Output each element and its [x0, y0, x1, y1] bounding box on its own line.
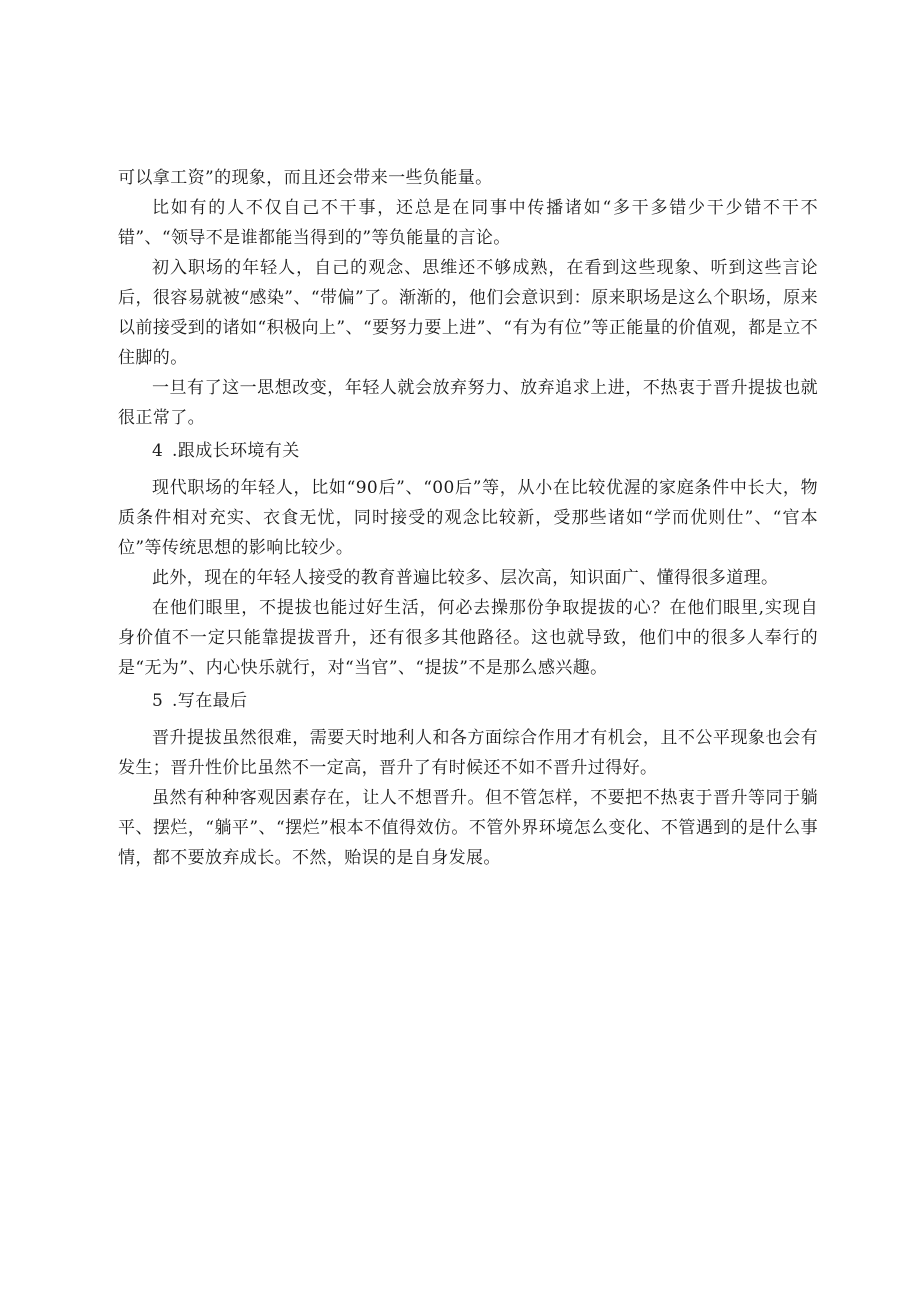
section-title: .写在最后	[172, 691, 248, 711]
paragraph: 现代职场的年轻人，比如“90后”、“00后”等，从小在比较优渥的家庭条件中长大，物质条件相对充实、衣食无忧，同时接受的观念比较新，受那些诸如“学而优则仕”、“官本位”等传统思想的影响比较少。	[118, 478, 818, 558]
section-title: .跟成长环境有关	[172, 441, 300, 461]
paragraph: 晋升提拔虽然很难，需要天时地利人和各方面综合作用才有机会，且不公平现象也会有发生；晋升性价比虽然不一定高，晋升了有时候还不如不晋升过得好。	[118, 728, 818, 778]
paragraph: 初入职场的年轻人，自己的观念、思维还不够成熟，在看到这些现象、听到这些言论后，很容易就被“感染”、“带偏”了。渐渐的，他们会意识到：原来职场是这么个职场，原来以前接受到的诸如“积极向上”、“要努力要上进”、“有为有位”等正能量的价值观，都是立不住脚的。	[118, 258, 818, 368]
section-number: 5	[152, 691, 164, 711]
section-heading-5	[118, 685, 818, 717]
paragraph: 在他们眼里，不提拔也能过好生活，何必去操那份争取提拔的心？在他们眼里,实现自身价值不一定只能靠提拔晋升，还有很多其他路径。这也就导致，他们中的很多人奉行的是“无为”、内心快乐就行，对“当官”、“提拔”不是那么感兴趣。	[118, 598, 818, 678]
section-heading-4	[118, 435, 818, 467]
paragraph: 此外，现在的年轻人接受的教育普遍比较多、层次高，知识面广、懂得很多道理。	[152, 568, 779, 588]
paragraph: 比如有的人不仅自己不干事，还总是在同事中传播诸如“多干多错少干少错不干不错”、“领导不是谁都能当得到的”等负能量的言论。	[118, 198, 818, 248]
paragraph: 一旦有了这一思想改变，年轻人就会放弃努力、放弃追求上进，不热衷于晋升提拔也就很正常了。	[118, 378, 818, 428]
document-body	[118, 163, 818, 873]
paragraph: 可以拿工资”的现象，而且还会带来一些负能量。	[118, 168, 493, 188]
section-number: 4	[152, 441, 164, 461]
paragraph: 虽然有种种客观因素存在，让人不想晋升。但不管怎样，不要把不热衷于晋升等同于躺平、摆烂，“躺平”、“摆烂”根本不值得效仿。不管外界环境怎么变化、不管遇到的是什么事情，都不要放弃成长。不然，贻误的是自身发展。	[118, 788, 818, 868]
